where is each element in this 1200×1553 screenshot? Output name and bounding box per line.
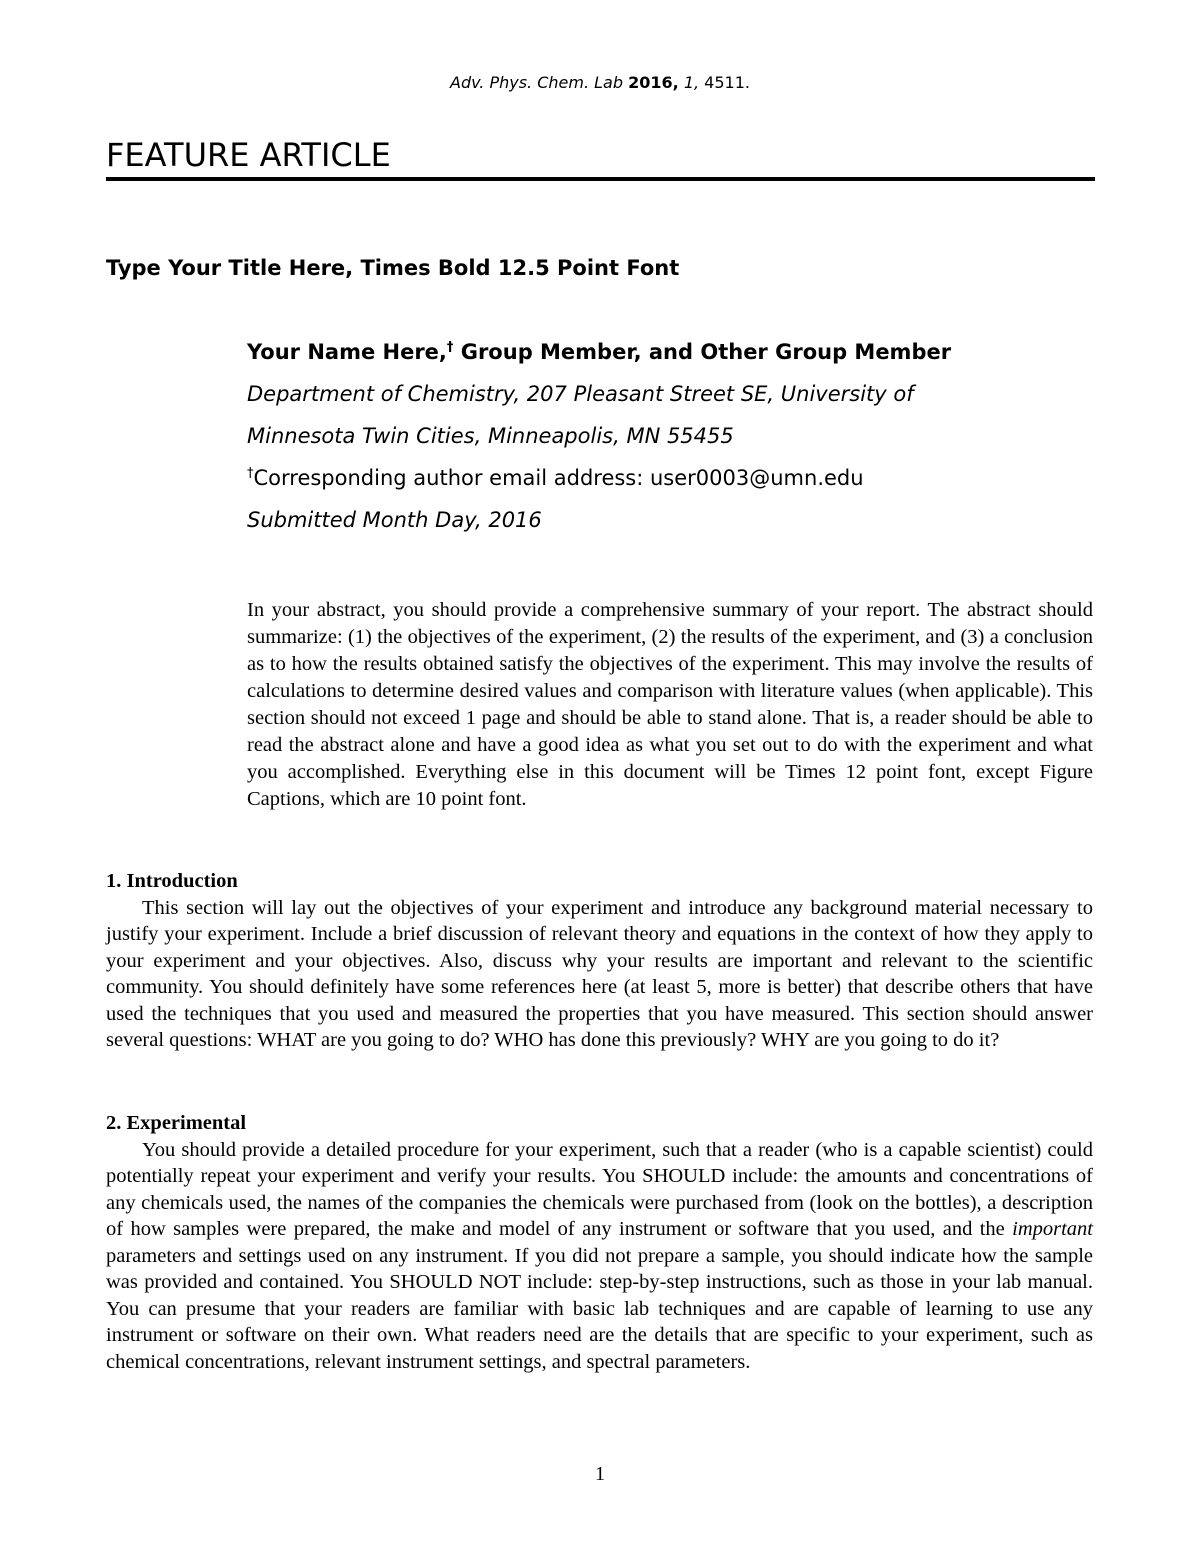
submitted-date: Submitted Month Day, 2016 [247, 508, 542, 532]
experimental-section [106, 1110, 1093, 1375]
introduction-heading: 1. Introduction [106, 870, 238, 892]
corresponding-author [247, 462, 1107, 504]
running-header [0, 72, 1200, 94]
journal-page: 4511. [704, 73, 750, 92]
journal-name: Adv. Phys. Chem. Lab [450, 73, 624, 92]
affiliation-line-2: Minnesota Twin Cities, Minneapolis, MN 55455 [247, 424, 734, 448]
experimental-body-part-2: parameters and settings used on any instrument. If you did not prepare a sample, you should indicate how the sample was provided and contained. You SHOULD NOT include: step-by-step instructions, such as those in your lab manual. You can presume that your readers are familiar with basic lab techniques and are capable of learning to use any instrument or software on their own. What readers need are the details that are specific to your experiment, such as chemical concentrations, relevant instrument settings, and spectral parameters. [106, 1244, 1093, 1373]
corresponding-email: Corresponding author email address: user0003@umn.edu [253, 466, 864, 490]
experimental-body-part-1: You should provide a detailed procedure for your experiment, such that a reader (who is a capable scientist) could potentially repeat your experiment and verify your results. You SHOULD include: the amounts and concentrations of any chemicals used, the names of the companies the chemicals were purchased from (look on the bottles), a description of how samples were prepared, the make and model of any instrument or software that you used, and the [106, 1138, 1093, 1240]
corresponding-dagger-mark: † [247, 466, 254, 481]
journal-year: 2016, [628, 73, 679, 92]
page-number: 1 [595, 1463, 605, 1485]
dagger-mark: † [446, 340, 454, 355]
first-author: Your Name Here, [247, 340, 447, 364]
introduction-section [106, 868, 1093, 1054]
experimental-emphasis: important [1012, 1218, 1093, 1240]
affiliation-line-1: Department of Chemistry, 207 Pleasant Street SE, University of [247, 382, 914, 406]
introduction-body: This section will lay out the objectives of your experiment and introduce any background material necessary to justify your experiment. Include a brief discussion of relevant theory and equations in the context of how they apply to your experiment and your objectives. Also, discuss why your results are important and relevant to the scientific community. You should definitely have some references here (at least 5, more is better) that describe others that have used the techniques that you used and measured the properties that you have measured. This section should answer several questions: WHAT are you going to do? WHO has done this previously? WHY are you going to do it? [106, 896, 1093, 1051]
author-names [247, 336, 1107, 378]
experimental-body [106, 1137, 1093, 1376]
experimental-heading: 2. Experimental [106, 1112, 247, 1134]
abstract-paragraph: In your abstract, you should provide a comprehensive summary of your report. The abstract should summarize: (1) the objectives of the experiment, (2) the results of the experiment, and (3) a conclusion as to how the results obtained satisfy the objectives of the experiment. This may involve the results of calculations to determine desired values and comparison with literature values (when applicable). This section should not exceed 1 page and should be able to stand alone. That is, a reader should be able to read the abstract alone and have a good idea as what you set out to do with the experiment and what you accomplished. Everything else in this document will be Times 12 point font, except Figure Captions, which are 10 point font. [247, 599, 1093, 810]
feature-article-label: FEATURE ARTICLE [106, 136, 391, 174]
journal-volume: 1, [683, 73, 700, 92]
author-block [247, 336, 1107, 546]
header-rule [106, 177, 1095, 181]
other-authors: Group Member, and Other Group Member [453, 340, 952, 364]
article-title: Type Your Title Here, Times Bold 12.5 Point Font [106, 256, 680, 280]
